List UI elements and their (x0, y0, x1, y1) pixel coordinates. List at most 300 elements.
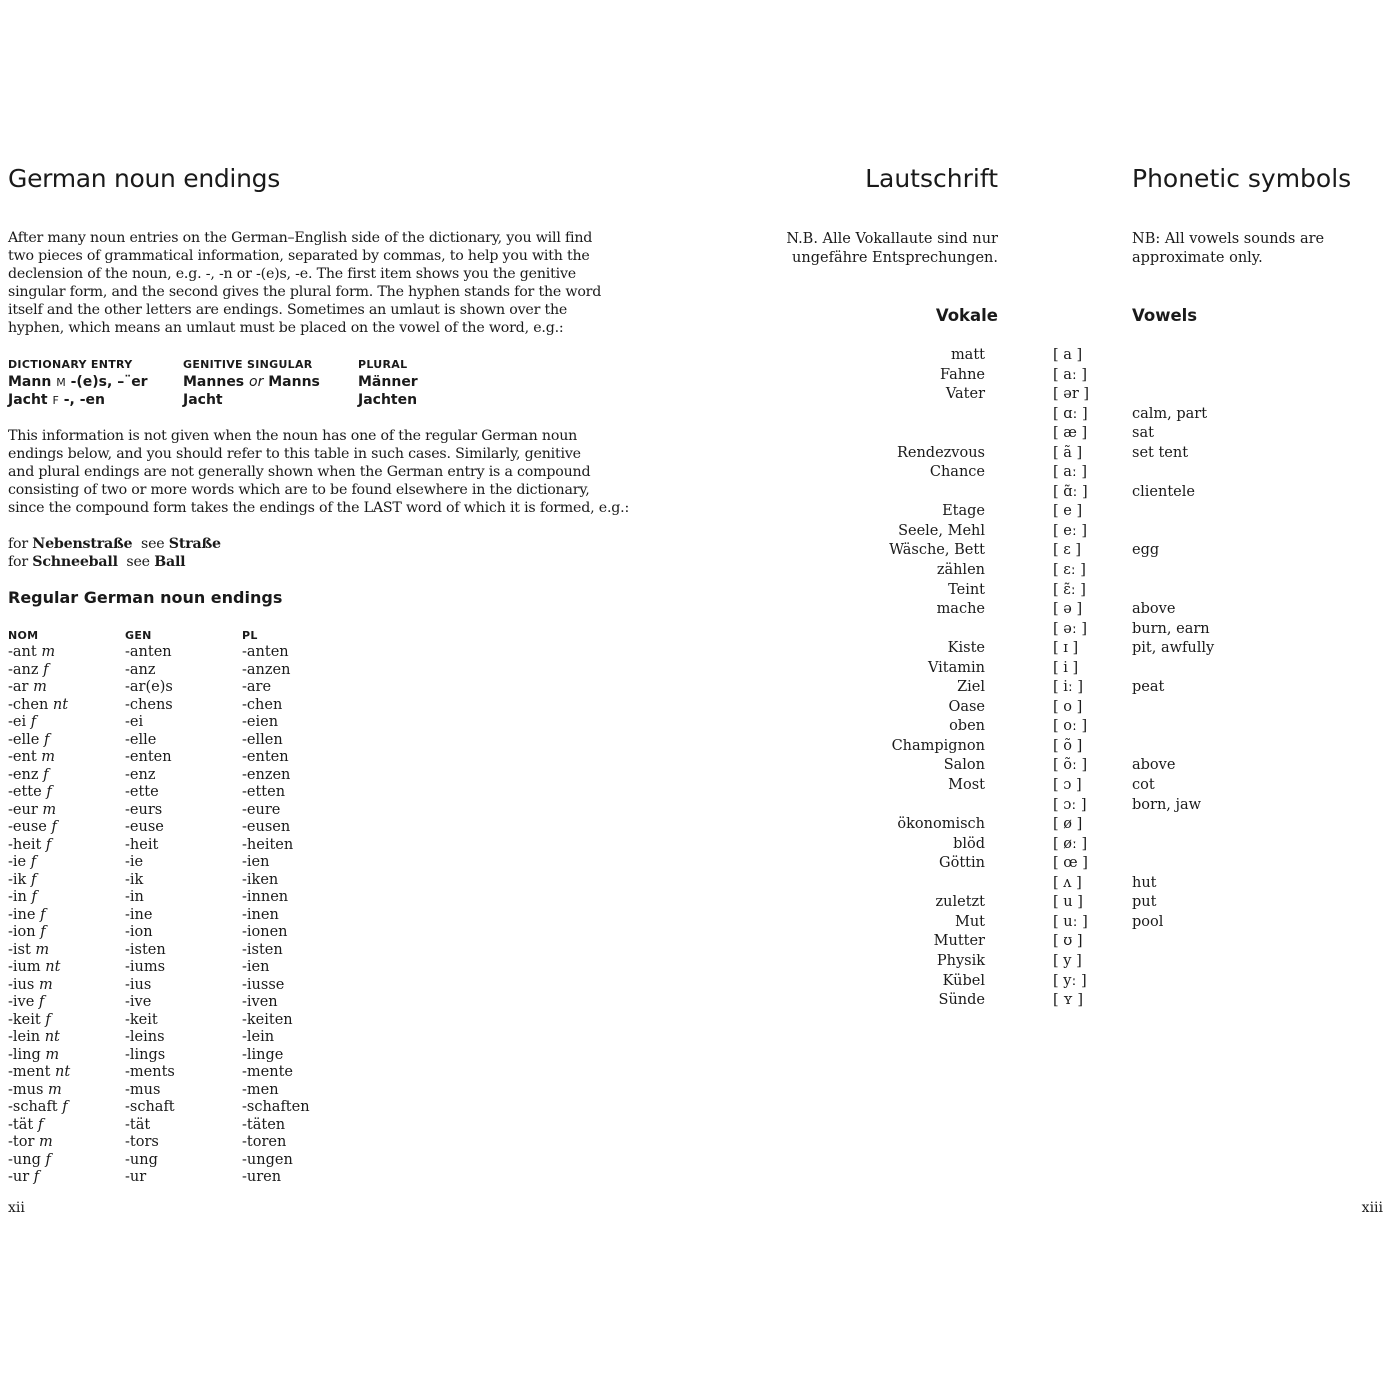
english-example: calm, part (1132, 405, 1208, 422)
english-example: above (1132, 601, 1176, 618)
gen-cell: -lings (125, 1046, 166, 1063)
vowel-row (780, 991, 1240, 1011)
vowel-row (780, 561, 1240, 581)
gen-cell: -leins (125, 1029, 165, 1045)
gen-cell: -elle (125, 731, 157, 748)
nom-ending: -ette (8, 784, 42, 800)
pl-cell: -uren (242, 1169, 282, 1185)
table-row (8, 1099, 359, 1117)
gen-cell: -heit (125, 836, 159, 853)
phonetic-symbol: [ ɛː ] (1053, 562, 1086, 579)
target-word: Ball (154, 554, 186, 570)
nom-ending: -tät (8, 1116, 34, 1133)
vowel-row (780, 385, 1240, 405)
gender-marker: f (30, 871, 37, 888)
table-row (8, 1152, 359, 1170)
gender-marker: M (56, 376, 66, 389)
gender-marker: m (42, 801, 57, 818)
vowel-row (780, 463, 1240, 483)
nom-cell (8, 1099, 125, 1117)
phonetic-symbol: [ œ ] (1053, 855, 1088, 872)
vowel-row (780, 913, 1240, 933)
phonetic-symbol: [ u ] (1053, 894, 1083, 911)
nom-cell (8, 767, 125, 785)
info-line: endings below, and you should refer to this table in such cases. Similarly, genitive (8, 446, 581, 462)
gen-cell: -enz (125, 766, 156, 783)
info-line: consisting of two or more words which are to be found elsewhere in the dictionary, (8, 482, 590, 498)
gender-marker: f (43, 766, 49, 783)
nom-ending: -ie (8, 854, 27, 870)
english-example: put (1132, 894, 1157, 911)
pl-cell: -inen (242, 906, 279, 923)
gender-marker: f (45, 836, 52, 853)
nom-cell (8, 889, 125, 907)
phonetic-symbol: [ æ ] (1053, 425, 1088, 442)
column-header: GEN (125, 629, 152, 642)
gen-cell: -iums (125, 959, 166, 975)
nom-ending: -lein (8, 1029, 41, 1045)
see-word: see (126, 554, 150, 570)
nom-cell (8, 1169, 125, 1187)
pl-cell: -linge (242, 1046, 284, 1063)
note-line: NB: All vowels sounds are (1132, 231, 1325, 247)
table-row (8, 1082, 359, 1100)
phonetic-symbol: [ a ] (1053, 347, 1083, 363)
german-example: Kiste (947, 640, 985, 657)
german-example: Fahne (940, 366, 985, 383)
intro-line: singular form, and the second gives the plural form. The hyphen stands for the word (8, 284, 602, 300)
phonetic-symbol: [ əː ] (1053, 620, 1087, 637)
english-example: egg (1132, 542, 1160, 559)
entry-endings: -, -en (63, 392, 105, 408)
column-header: PLURAL (358, 358, 408, 371)
german-example: Champignon (891, 737, 985, 754)
intro-line: hyphen, which means an umlaut must be placed on the vowel of the word, e.g.: (8, 320, 564, 336)
compound-examples (8, 535, 221, 571)
nom-ending: -ive (8, 994, 35, 1010)
nom-cell (8, 819, 125, 837)
german-example: oben (949, 718, 985, 735)
nom-cell (8, 749, 125, 767)
nom-cell (8, 837, 125, 855)
pl-cell: -ungen (242, 1151, 293, 1168)
english-example: peat (1132, 679, 1165, 696)
german-example: Seele, Mehl (898, 522, 985, 539)
phonetic-symbol: [ ɔ ] (1053, 777, 1082, 794)
note-german (786, 230, 998, 268)
german-example: ökonomisch (897, 816, 985, 833)
nom-ending: -enz (8, 766, 39, 783)
vowel-row (780, 874, 1240, 894)
gender-marker: f (30, 714, 37, 730)
vowel-row (780, 581, 1240, 601)
genitive-singular (183, 391, 358, 409)
phonetic-symbol: [ ø ] (1053, 816, 1083, 833)
phonetic-symbol: [ ə ] (1053, 601, 1083, 618)
german-example: zählen (936, 562, 985, 579)
pl-cell: -keiten (242, 1011, 293, 1028)
nom-cell (8, 872, 125, 890)
gender-marker: f (31, 889, 37, 905)
pl-cell: -chen (242, 696, 283, 713)
english-example: above (1132, 757, 1176, 774)
pl-cell: -iusse (242, 976, 285, 993)
pl-cell: -eusen (242, 819, 291, 835)
gen-cell: -schaft (125, 1099, 175, 1115)
pl-cell: -ionen (242, 924, 288, 940)
gender-marker: m (39, 1134, 53, 1150)
gen-cell: -in (125, 889, 144, 905)
nom-cell (8, 697, 125, 715)
gen-cell: -eurs (125, 801, 163, 818)
table-row (8, 714, 359, 732)
nom-cell (8, 784, 125, 802)
vowel-row (780, 854, 1240, 874)
info-line: This information is not given when the noun has one of the regular German noun (8, 428, 578, 444)
phonetic-symbol: [ aː ] (1053, 464, 1088, 481)
nom-cell (8, 1134, 125, 1152)
entry-word: Jacht (8, 392, 48, 408)
nom-ending: -tor (8, 1134, 35, 1150)
vowel-row (780, 346, 1240, 366)
gen-cell: -ung (125, 1151, 158, 1168)
table-row (8, 662, 359, 680)
gender-marker: f (40, 924, 46, 940)
nom-cell (8, 854, 125, 872)
compound-example (8, 553, 221, 571)
nom-cell (8, 732, 125, 750)
nom-cell (8, 977, 125, 995)
gen-cell: -ine (125, 906, 153, 923)
nom-cell (8, 1029, 125, 1047)
pl-cell: -schaften (242, 1099, 310, 1115)
phonetic-symbol: [ ʌ ] (1053, 874, 1082, 891)
nom-ending: -ling (8, 1046, 41, 1063)
table-row (8, 907, 359, 925)
vowel-row (780, 502, 1240, 522)
pl-cell: -ellen (242, 731, 283, 748)
pl-cell: -iken (242, 871, 279, 888)
gender-marker: f (37, 1116, 44, 1133)
english-example: hut (1132, 874, 1157, 891)
vowel-row (780, 678, 1240, 698)
phonetic-symbol: [ ər ] (1053, 386, 1090, 403)
note-line: approximate only. (1132, 250, 1263, 266)
table-row (8, 854, 359, 872)
gen-cell: -ive (125, 994, 152, 1010)
table-row (8, 924, 359, 942)
gender-marker: f (62, 1099, 68, 1115)
section-title-german: Lautschrift (865, 164, 998, 193)
vowel-row (780, 541, 1240, 561)
table-row (8, 889, 359, 907)
vowel-row (780, 932, 1240, 952)
german-example: Vater (945, 386, 985, 403)
pl-cell: -enzen (242, 766, 291, 783)
german-example: Oase (948, 698, 985, 715)
gender-marker: F (52, 394, 59, 407)
vowel-row (780, 444, 1240, 464)
gen-cell: -chens (125, 696, 173, 713)
table-row (8, 732, 359, 750)
vowel-row (780, 639, 1240, 659)
english-example: pit, awfully (1132, 640, 1215, 657)
german-example: Göttin (939, 855, 985, 872)
table-row (8, 1134, 359, 1152)
nom-cell (8, 1152, 125, 1170)
for-word: for (8, 536, 28, 552)
pl-cell: -toren (242, 1134, 287, 1150)
intro-line: itself and the other letters are endings. Sometimes an umlaut is shown over the (8, 302, 568, 318)
gen-cell: -tät (125, 1116, 151, 1133)
table-row (8, 819, 359, 837)
pl-cell: -eien (242, 714, 279, 730)
info-paragraph (8, 427, 629, 517)
table-row (8, 802, 359, 820)
column-header: PL (242, 629, 258, 642)
table-row (8, 784, 359, 802)
table-row (8, 1169, 359, 1187)
gen-cell: -ion (125, 924, 153, 940)
gen-cell: -ments (125, 1064, 175, 1080)
nom-cell (8, 679, 125, 697)
gender-marker: m (35, 941, 50, 958)
german-example: Chance (929, 464, 985, 481)
nom-cell (8, 1047, 125, 1065)
gen-cell: -isten (125, 941, 166, 958)
german-example: Ziel (957, 679, 985, 696)
nom-cell (8, 802, 125, 820)
compound-word: Schneeball (32, 554, 118, 570)
table-row (8, 837, 359, 855)
entry-word: Mann (8, 374, 52, 390)
nom-cell (8, 1117, 125, 1135)
gender-marker: m (33, 679, 47, 695)
pl-cell: -men (242, 1081, 279, 1098)
table-row (8, 959, 359, 977)
table-row (8, 767, 359, 785)
nom-ending: -chen (8, 696, 49, 713)
table-row (8, 644, 359, 662)
german-example: Mut (954, 913, 985, 930)
german-example: matt (950, 347, 985, 363)
vowel-row (780, 600, 1240, 620)
german-example: blöd (953, 835, 985, 852)
pl-cell: -enten (242, 749, 289, 765)
english-example: set tent (1132, 444, 1189, 461)
intro-line: two pieces of grammatical information, separated by commas, to help you with the (8, 248, 590, 264)
gender-marker: nt (52, 696, 69, 713)
pl-cell: -heiten (242, 836, 294, 853)
gender-marker: nt (44, 1029, 60, 1045)
gender-marker: f (46, 784, 52, 800)
german-example: Vitamin (927, 659, 985, 676)
vowel-row (780, 717, 1240, 737)
gender-marker: f (33, 1169, 40, 1185)
gen-cell: -tors (125, 1134, 159, 1150)
gen-cell: -mus (125, 1081, 161, 1098)
table-row (8, 1029, 359, 1047)
table-row (8, 977, 359, 995)
nom-cell (8, 959, 125, 977)
nom-ending: -ist (8, 941, 31, 958)
pl-cell: -anten (242, 644, 289, 660)
vowel-row (780, 737, 1240, 757)
see-word: see (141, 536, 165, 552)
phonetic-symbol: [ eː ] (1053, 522, 1087, 539)
vowel-row (780, 756, 1240, 776)
nom-ending: -mus (8, 1081, 44, 1098)
column-header: DICTIONARY ENTRY (8, 358, 133, 371)
pl-cell: -innen (242, 889, 289, 905)
nom-ending: -anz (8, 661, 39, 678)
pl-cell: -ien (242, 959, 270, 975)
note-english (1132, 230, 1324, 268)
or-word: or (249, 374, 264, 390)
gender-marker: f (43, 661, 49, 678)
phonetic-symbol: [ aː ] (1053, 366, 1088, 383)
noun-endings-table (8, 628, 359, 1187)
gen-cell: -ette (125, 784, 159, 800)
table-row (8, 1012, 359, 1030)
table-row (8, 872, 359, 890)
nom-ending: -euse (8, 819, 47, 835)
gen-cell: -keit (125, 1011, 158, 1028)
german-example: Rendezvous (896, 444, 985, 461)
compound-example (8, 535, 221, 553)
gender-marker: m (41, 644, 56, 660)
nom-ending: -ine (8, 906, 36, 923)
german-example: Salon (943, 757, 985, 774)
english-example: burn, earn (1132, 620, 1210, 637)
phonetic-symbol: [ ɑː ] (1053, 405, 1088, 422)
vowel-row (780, 776, 1240, 796)
gen-cell: -euse (125, 819, 164, 835)
vowel-row (780, 522, 1240, 542)
gender-marker: f (38, 994, 45, 1010)
entry-endings: -(e)s, –¨er (70, 374, 148, 390)
vowel-row (780, 620, 1240, 640)
gender-marker: m (45, 1046, 60, 1063)
phonetic-symbol: [ uː ] (1053, 913, 1088, 930)
gender-marker: nt (45, 959, 61, 975)
nom-ending: -keit (8, 1011, 41, 1028)
nom-ending: -ent (8, 749, 37, 765)
nom-ending: -ment (8, 1064, 51, 1080)
pl-cell: -ien (242, 854, 270, 870)
nom-cell (8, 994, 125, 1012)
table-row (8, 994, 359, 1012)
column-header: NOM (8, 629, 39, 642)
column-header: GENITIVE SINGULAR (183, 358, 313, 371)
table-row (8, 749, 359, 767)
dictionary-entry (8, 391, 183, 409)
gen-cell: -ius (125, 976, 152, 993)
english-example: sat (1132, 425, 1154, 442)
german-example: Kübel (942, 972, 985, 989)
nom-ending: -schaft (8, 1099, 58, 1115)
vowel-table (780, 346, 1240, 1011)
nom-ending: -ar (8, 679, 29, 695)
phonetic-symbol: [ yː ] (1053, 972, 1087, 989)
table-row (8, 1064, 359, 1082)
pl-cell: -eure (242, 801, 281, 818)
plural-form: Männer (358, 374, 418, 390)
english-example: cot (1132, 777, 1155, 794)
german-example: Physik (936, 952, 985, 969)
vowel-row (780, 659, 1240, 679)
phonetic-symbol: [ ʊ ] (1053, 933, 1083, 950)
german-example: Most (948, 777, 985, 794)
vowel-row (780, 424, 1240, 444)
intro-paragraph (8, 229, 601, 337)
example-table (8, 357, 478, 409)
info-line: and plural endings are not generally shown when the German entry is a compound (8, 464, 591, 480)
gender-marker: m (48, 1081, 62, 1098)
vowel-row (780, 366, 1240, 386)
note-line: ungefähre Entsprechungen. (792, 250, 998, 266)
phonetic-symbol: [ ɛ̃ː ] (1053, 581, 1086, 598)
vowel-row (780, 698, 1240, 718)
phonetic-symbol: [ iː ] (1053, 679, 1084, 696)
nom-ending: -heit (8, 836, 42, 853)
intro-line: After many noun entries on the German–English side of the dictionary, you will find (8, 230, 593, 246)
intro-line: declension of the noun, e.g. -, -n or -(e)s, -e. The first item shows you the genitive (8, 266, 576, 282)
gender-marker: f (43, 731, 50, 748)
page-title: German noun endings (8, 164, 280, 193)
section-heading: Regular German noun endings (8, 588, 283, 607)
nom-cell (8, 662, 125, 680)
nom-cell (8, 644, 125, 662)
phonetic-symbol: [ y ] (1053, 952, 1082, 969)
target-word: Straße (168, 536, 221, 552)
vowel-row (780, 405, 1240, 425)
section-title-english: Phonetic symbols (1132, 164, 1352, 193)
english-example: born, jaw (1132, 796, 1202, 813)
vowel-row (780, 483, 1240, 503)
english-example: clientele (1132, 483, 1195, 500)
phonetic-symbol: [ i ] (1053, 659, 1079, 676)
german-example: mache (936, 601, 985, 618)
gender-marker: f (40, 906, 46, 923)
genitive-singular (183, 373, 358, 391)
german-example: zuletzt (935, 894, 985, 911)
nom-cell (8, 942, 125, 960)
genitive-form: Jacht (183, 392, 223, 408)
phonetic-symbol: [ e ] (1053, 503, 1083, 520)
gen-cell: -ie (125, 854, 144, 870)
nom-cell (8, 1064, 125, 1082)
vowels-heading-german: Vokale (935, 306, 998, 325)
gen-cell: -ei (125, 714, 144, 730)
phonetic-symbol: [ o ] (1053, 698, 1083, 715)
gen-cell: -ar(e)s (125, 679, 173, 695)
gen-cell: -enten (125, 749, 172, 765)
for-word: for (8, 554, 28, 570)
gender-marker: f (45, 1011, 51, 1028)
nom-ending: -ur (8, 1169, 30, 1185)
nom-ending: -ion (8, 924, 36, 940)
note-line: N.B. Alle Vokallaute sind nur (786, 231, 998, 247)
vowel-row (780, 835, 1240, 855)
plural-form: Jachten (358, 392, 418, 408)
nom-ending: -ei (8, 714, 27, 730)
phonetic-symbol: [ øː ] (1053, 835, 1088, 852)
german-example: Wäsche, Bett (889, 542, 985, 559)
page-number: xii (8, 1200, 25, 1216)
phonetic-symbol: [ ɔː ] (1053, 796, 1087, 813)
pl-cell: -mente (242, 1064, 293, 1080)
